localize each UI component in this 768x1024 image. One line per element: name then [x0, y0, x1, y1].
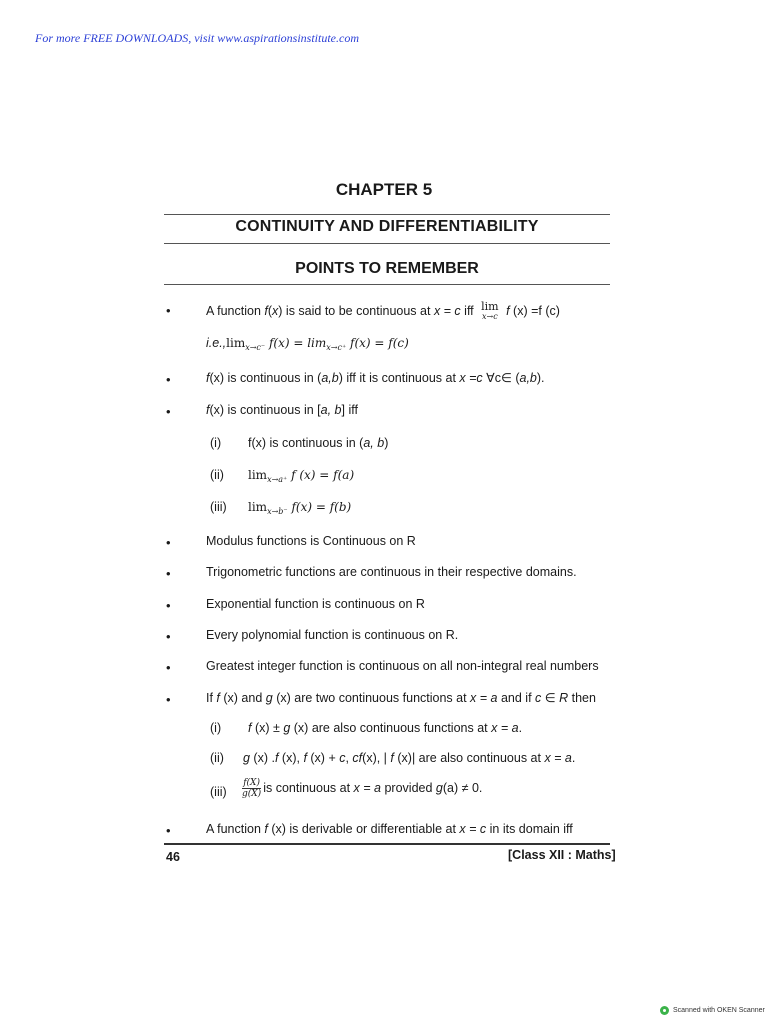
section-subtitle: POINTS TO REMEMBER — [295, 260, 479, 277]
point-greatest-integer: Greatest integer function is continuous on all non-integral real numbers — [206, 659, 599, 673]
scanner-watermark — [660, 1006, 765, 1015]
sub-num-3iii: (iii) — [210, 500, 227, 514]
sub-num-9iii: (iii) — [210, 785, 227, 799]
sub-point-3ii: $\lim_{x\to a^+} f$ (x) = f(a) — [248, 468, 355, 484]
sub-num-3ii: (ii) — [210, 468, 224, 482]
bullet-5: • — [166, 566, 171, 581]
point-trigonometric: Trigonometric functions are continuous in their respective domains. — [206, 565, 577, 579]
sub-point-9i: f (x) ± g (x) are also continuous functions at x = a. — [248, 721, 523, 735]
quotient-fraction: $\frac{f(X)}{g(X)}$ — [242, 778, 262, 799]
bullet-4: • — [166, 535, 171, 550]
bullet-2: • — [166, 372, 171, 387]
sub-point-9ii: g (x) .f (x), f (x) + c, cf(x), | f (x)| are also continuous at x = a. — [243, 751, 576, 765]
bullet-8: • — [166, 660, 171, 675]
point-two-functions: If f (x) and g (x) are two continuous functions at x = a and if c ∈ R then — [206, 691, 596, 705]
sub-point-9iii: $\frac{f(X)}{g(X)}$ is continuous at x = a provided g(a) ≠ 0. — [242, 778, 483, 799]
bullet-9: • — [166, 692, 171, 707]
footer-rule — [164, 843, 610, 845]
point-modulus: Modulus functions is Continuous on R — [206, 534, 416, 548]
sub-num-9ii: (ii) — [210, 751, 224, 765]
point-polynomial: Every polynomial function is continuous on R. — [206, 628, 459, 642]
bullet-7: • — [166, 629, 171, 644]
footer-class-label: [Class XII : Maths] — [508, 848, 616, 862]
bullet-10: • — [166, 823, 171, 838]
page-number: 46 — [166, 850, 180, 864]
point-continuity-definition: A function f(x) is said to be continuous at x = c iff lim x→c f (x) =f (c) — [206, 300, 560, 321]
point-open-interval: f(x) is continuous in (a,b) iff it is continuous at x =c ∀c∈ (a,b). — [206, 371, 545, 385]
bullet-3: • — [166, 404, 171, 419]
chapter-title: CONTINUITY AND DIFFERENTIABILITY — [235, 218, 539, 235]
subtitle-rule — [164, 284, 610, 285]
point-closed-interval: f(x) is continuous in [a, b] iff — [206, 403, 358, 417]
bullet-1: • — [166, 303, 171, 318]
point-exponential: Exponential function is continuous on R — [206, 597, 425, 611]
scanner-logo-icon — [660, 1006, 669, 1015]
point-differentiability: A function f (x) is derivable or differentiable at x = c in its domain iff — [206, 822, 573, 836]
scanner-text: Scanned with OKEN Scanner — [673, 1007, 765, 1014]
title-rule-bottom — [164, 243, 610, 244]
limit-equality: $i.e.,\lim_{x\to c^-}$ $f(x) = \lim_{x\to c^+} f(x) = f(c)$ — [206, 336, 409, 352]
header-download-link[interactable]: For more FREE DOWNLOADS, visit www.aspirationsinstitute.com — [35, 31, 359, 45]
chapter-heading: CHAPTER 5 — [335, 180, 433, 199]
sub-point-3iii: $\lim_{x\to b^-} f(x) = f(b)$ — [248, 500, 352, 516]
sub-num-9i: (i) — [210, 721, 222, 735]
bullet-6: • — [166, 598, 171, 613]
title-rule-top — [164, 214, 610, 215]
sub-point-3i: f(x) is continuous in (a, b) — [248, 436, 389, 450]
sub-num-3i: (i) — [210, 436, 222, 450]
